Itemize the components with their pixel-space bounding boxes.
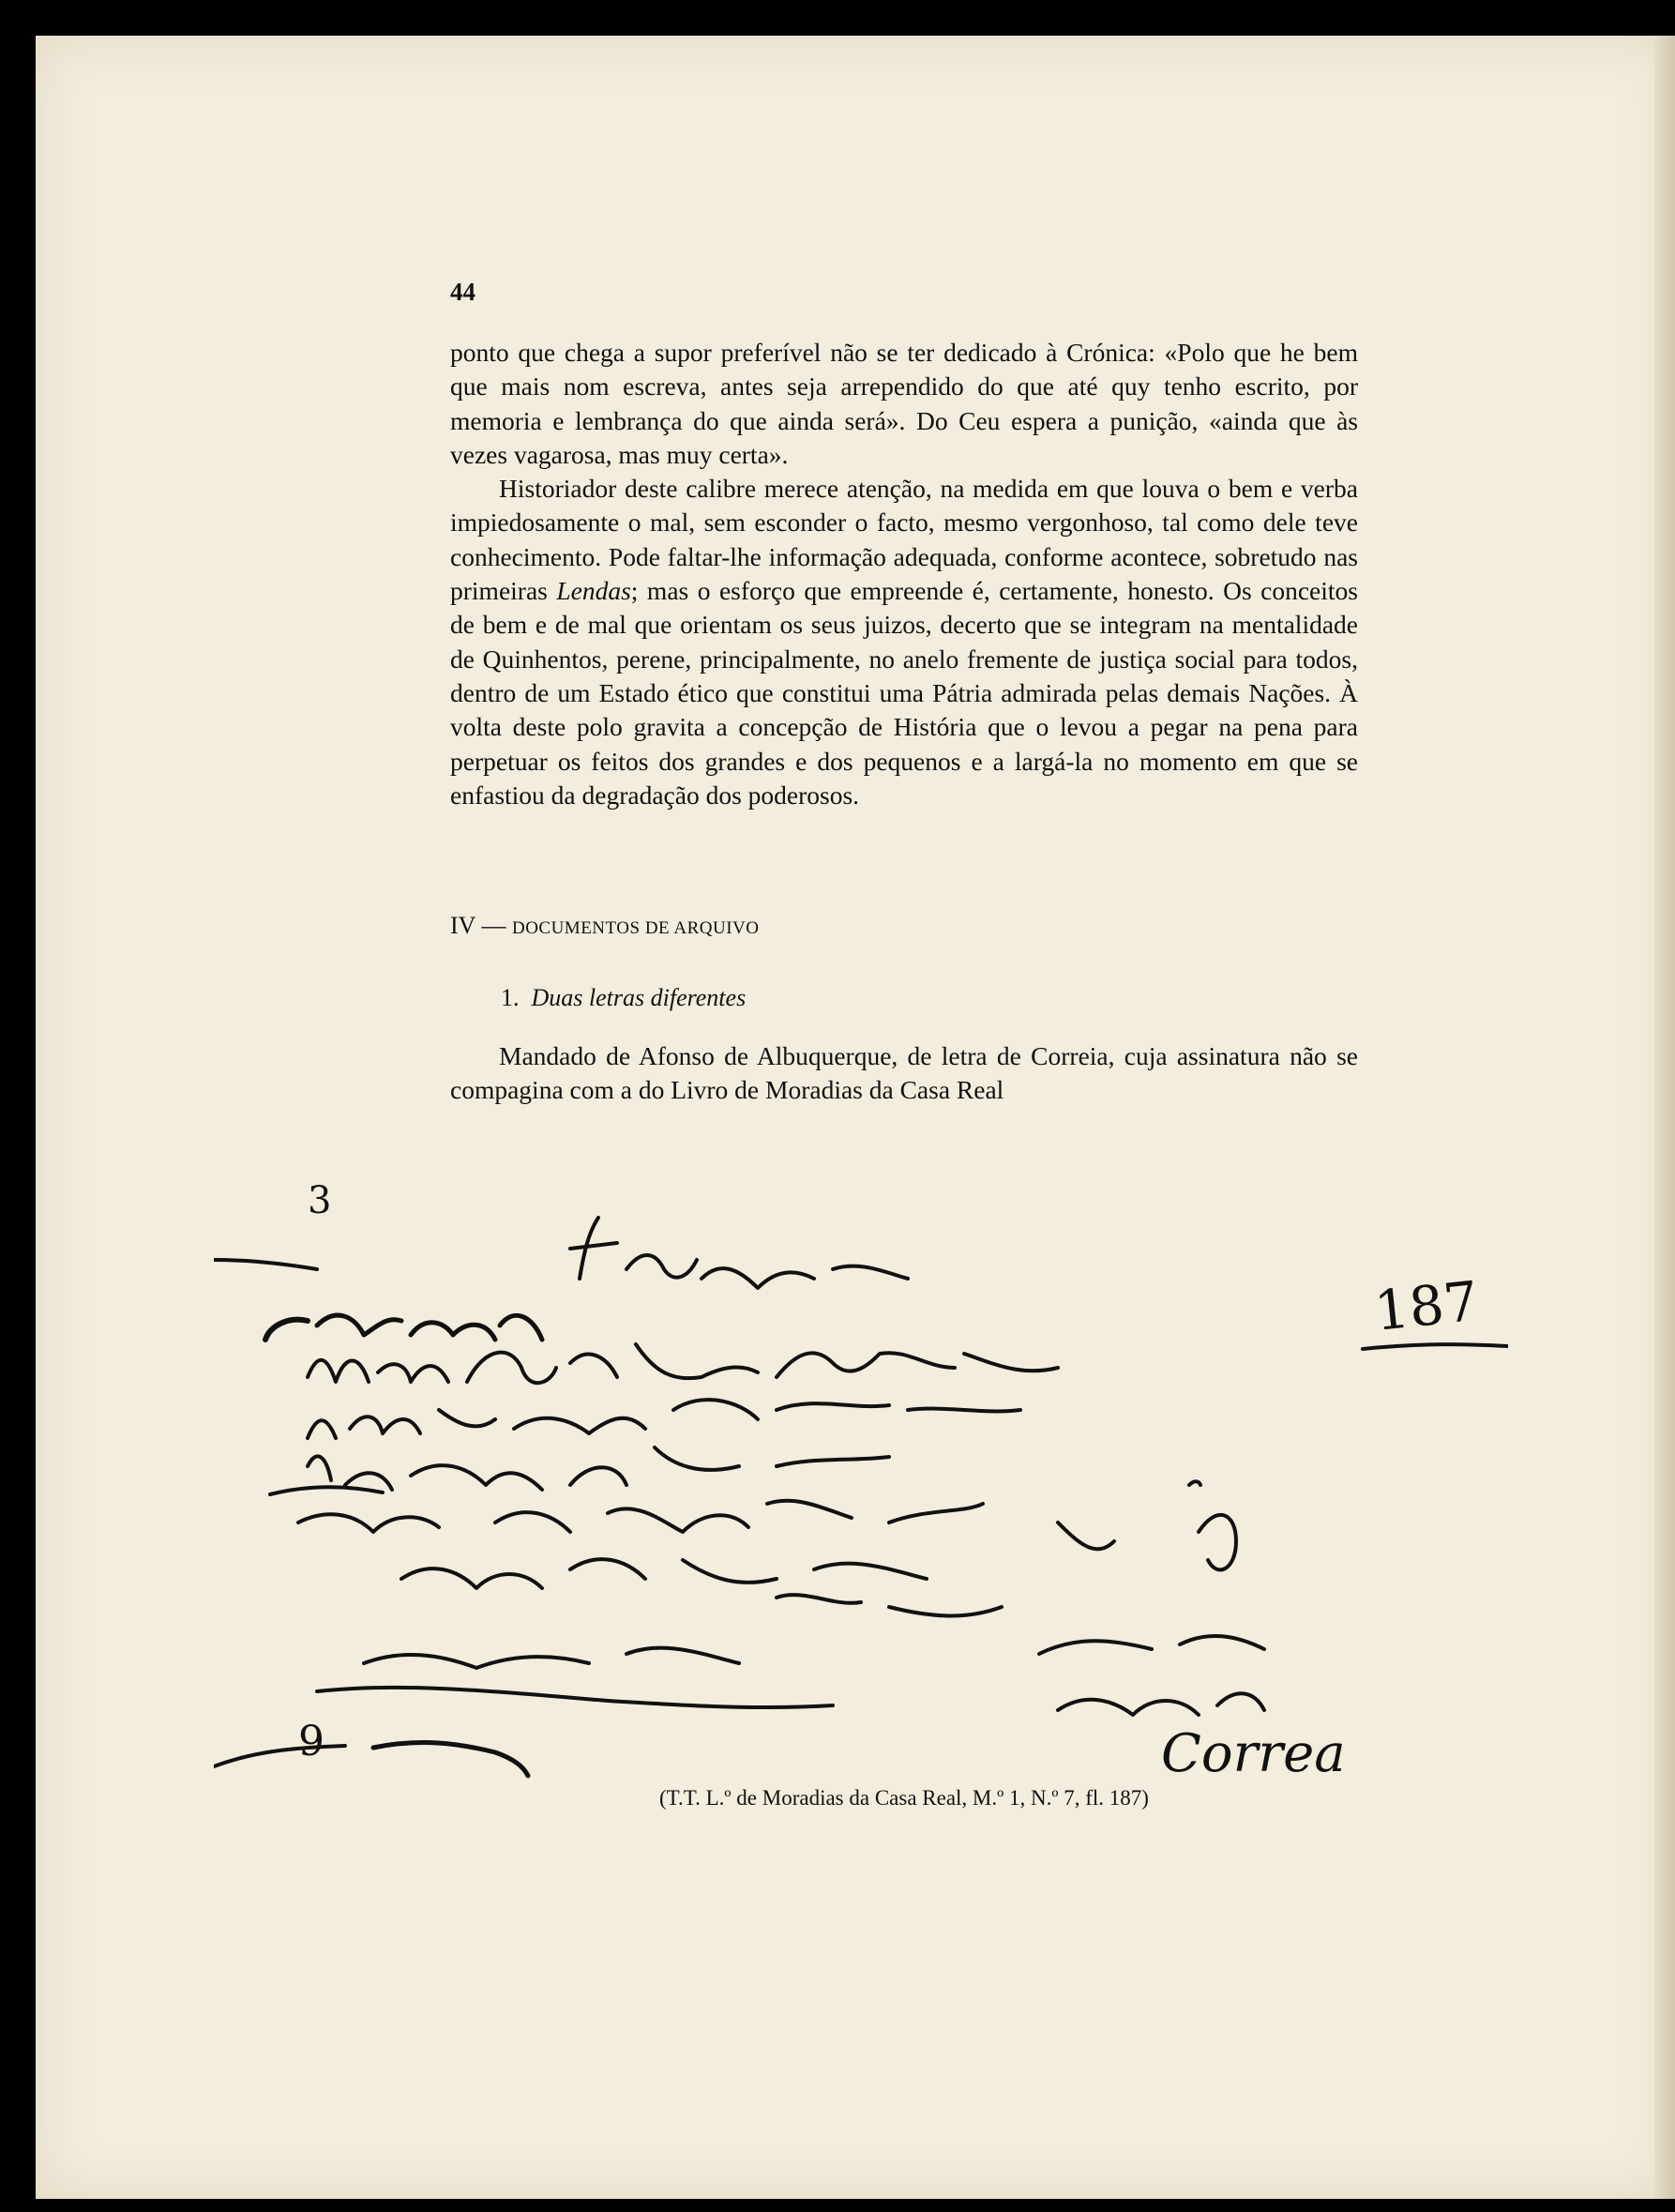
page-number: 44	[450, 278, 475, 306]
subsection-heading	[501, 984, 1345, 1012]
signature: Correa	[1161, 1723, 1346, 1784]
section-numeral: IV —	[450, 912, 512, 939]
body-text	[450, 336, 1358, 812]
paragraph-2-part-1: Historiador deste calibre merece atenção, na medida em que louva o bem e verba impiedosamente o mal, sem esconder o facto, mesmo vergonhoso, tal como dele teve conhecimento. Pode faltar-lhe informação adequada, conforme acontece, sobretudo nas primeiras	[450, 474, 1358, 606]
page-spine-edge	[1654, 36, 1675, 2199]
lead-paragraph: Mandado de Afonso de Albuquerque, de letra de Correia, cuja assinatura não se compagina com a do Livro de Moradias da Casa Real	[450, 1041, 1358, 1105]
folio-mark-9: 9	[298, 1718, 324, 1765]
paragraph-2-part-2: ; mas o esforço que empreende é, certamente, honesto. Os conceitos de bem e de mal que orientam os seus juizos, decerto que se integram na mentalidade de Quinhentos, perene, principalmente, no anelo fremente de justiça social para todos, dentro de um Estado ético que constitui uma Pátria admirada pelas demais Nações. À volta deste polo gravita a concepção de História que o levou a pegar na pena para perpetuar os feitos dos grandes e dos pequenos e a largá-la no momento em que se enfastiou da degradação dos poderosos.	[450, 576, 1358, 810]
handwritten-manuscript-image	[214, 1129, 1508, 1785]
folio-mark-187: 187	[1371, 1268, 1482, 1343]
book-page	[36, 36, 1675, 2199]
section-title: DOCUMENTOS DE ARQUIVO	[511, 918, 760, 938]
figure-caption: (T.T. L.º de Moradias da Casa Real, M.º 1, N.º 7, fl. 187)	[659, 1786, 1149, 1810]
italic-lendas: Lendas	[556, 576, 631, 606]
subsection-title: Duas letras diferentes	[531, 984, 747, 1011]
subsection-number: 1.	[501, 984, 520, 1011]
section-heading	[450, 912, 1358, 940]
paragraph-1: ponto que chega a supor preferível não se ter dedicado à Crónica: «Polo que he bem que mais nom escreva, antes seja arrependido do que até quy tenho escrito, por memoria e lembrança do que ainda será». Do Ceu espera a punição, «ainda que às vezes vagarosa, mas muy certa».	[450, 338, 1358, 469]
folio-mark-3: 3	[308, 1179, 332, 1222]
paragraph-2	[450, 472, 1358, 812]
